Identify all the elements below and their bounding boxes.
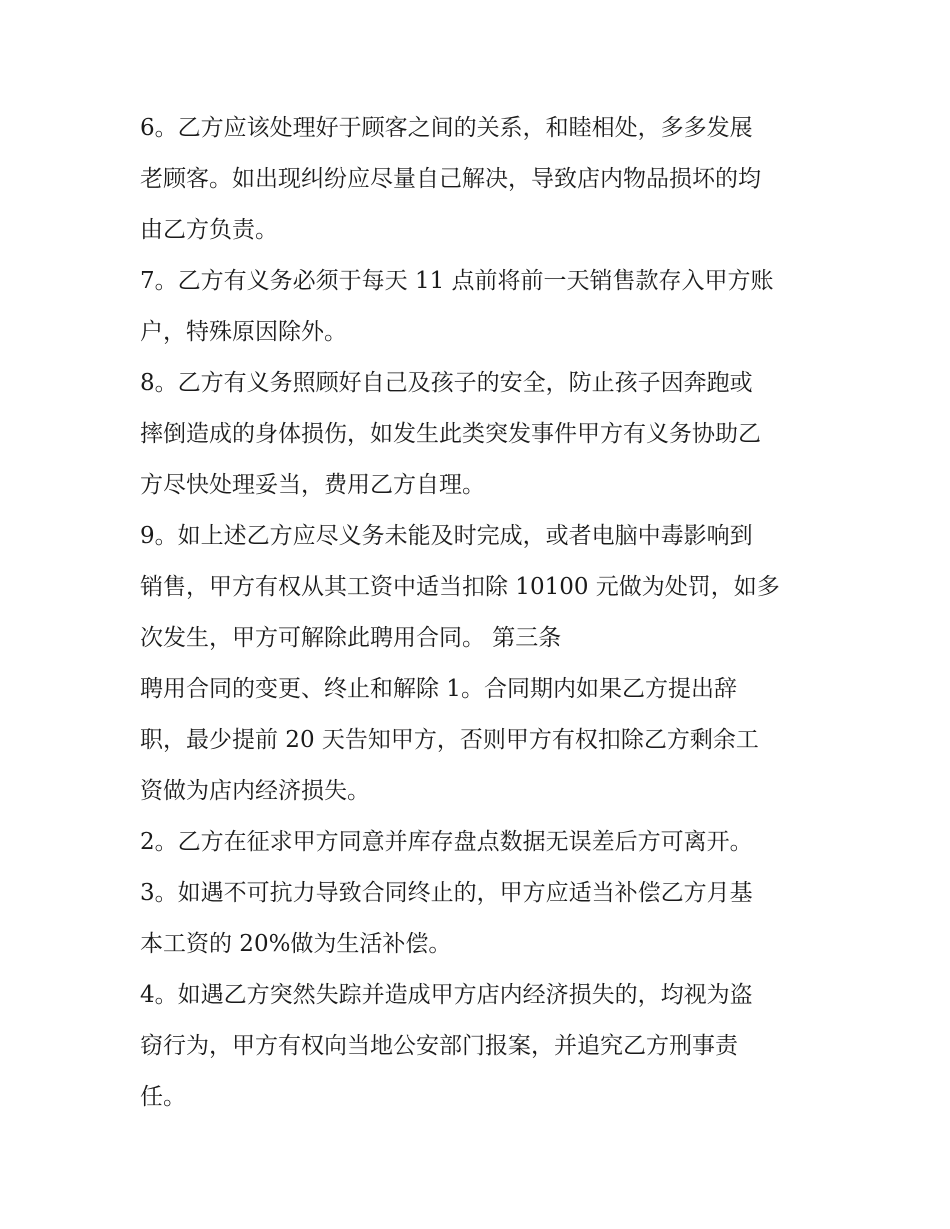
text-line: 资做为店内经济损失。 <box>140 778 370 804</box>
text-line: 4。如遇乙方突然失踪并造成甲方店内经济损失的，均视为盗 <box>140 982 753 1008</box>
text-line: 销售，甲方有权从其工资中适当扣除 10100 元做为处罚，如多 <box>140 574 780 600</box>
text-line: 7。乙方有义务必须于每天 11 点前将前一天销售款存入甲方账 <box>140 268 774 294</box>
text-line: 8。乙方有义务照顾好自己及孩子的安全，防止孩子因奔跑或 <box>140 370 753 396</box>
text-line: 聘用合同的变更、终止和解除 1。合同期内如果乙方提出辞 <box>140 676 737 702</box>
text-line: 老顾客。如出现纠纷应尽量自己解决，导致店内物品损坏的均 <box>140 166 761 192</box>
document-body <box>140 103 820 1123</box>
text-line: 3。如遇不可抗力导致合同终止的，甲方应适当补偿乙方月基 <box>140 880 753 906</box>
text-line: 6。乙方应该处理好于顾客之间的关系，和睦相处，多多发展 <box>140 115 753 141</box>
text-line: 本工资的 20%做为生活补偿。 <box>140 931 452 957</box>
text-line: 9。如上述乙方应尽义务未能及时完成，或者电脑中毒影响到 <box>140 523 753 549</box>
text-line: 次发生，甲方可解除此聘用合同。 第三条 <box>140 625 562 651</box>
text-line: 户，特殊原因除外。 <box>140 319 347 345</box>
text-line: 2。乙方在征求甲方同意并库存盘点数据无误差后方可离开。 <box>140 829 753 855</box>
text-line: 方尽快处理妥当，费用乙方自理。 <box>140 472 485 498</box>
text-line: 窃行为，甲方有权向当地公安部门报案，并追究乙方刑事责 <box>140 1033 738 1059</box>
text-line: 任。 <box>140 1084 186 1110</box>
text-line: 由乙方负责。 <box>140 217 278 243</box>
text-line: 摔倒造成的身体损伤，如发生此类突发事件甲方有义务协助乙 <box>140 421 761 447</box>
text-line: 职，最少提前 20 天告知甲方，否则甲方有权扣除乙方剩余工 <box>140 727 759 753</box>
